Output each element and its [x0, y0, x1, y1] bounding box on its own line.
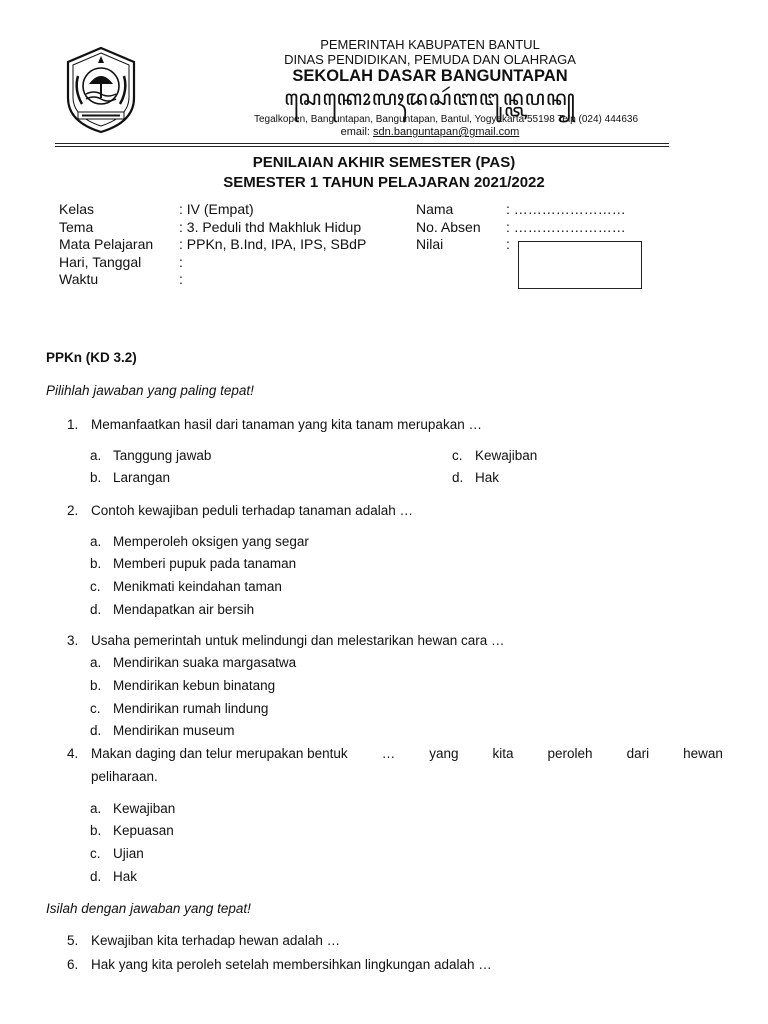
option-letter: a.: [90, 448, 102, 463]
option-text: Mendirikan suaka margasatwa: [113, 655, 297, 670]
bantul-seal-logo: [64, 46, 138, 134]
exam-subtitle: SEMESTER 1 TAHUN PELAJARAN 2021/2022: [223, 174, 545, 191]
section-title: PPKn (KD 3.2): [46, 350, 137, 365]
option-4c[interactable]: [90, 846, 144, 861]
question-4-word: hewan: [683, 746, 723, 761]
header-rule-thick: [55, 143, 669, 144]
info-value: :: [179, 253, 183, 270]
school-address: Tegalkopen, Banguntapan, Banguntapan, Bantul, Yogyakarta 55198 Telp (024) 444636: [253, 114, 639, 125]
option-letter: c.: [90, 701, 101, 716]
option-1a[interactable]: [90, 448, 211, 463]
question-number: 3.: [67, 633, 79, 648]
info-value: : 3. Peduli thd Makhluk Hidup: [179, 218, 362, 235]
option-1b[interactable]: [90, 470, 170, 485]
info-label: Nama: [416, 201, 454, 217]
option-letter: d.: [90, 869, 102, 884]
school-email-line: [190, 126, 670, 139]
question-text: Usaha pemerintah untuk melindungi dan melestarikan hewan cara …: [91, 633, 505, 648]
question-text: Makan daging dan telur merupakan bentuk: [91, 746, 348, 761]
info-label: Hari, Tanggal: [59, 253, 142, 270]
question-number: 4.: [67, 746, 79, 761]
option-text: Kewajiban: [475, 448, 538, 463]
option-letter: b.: [90, 678, 102, 693]
option-letter: c.: [90, 579, 101, 594]
question-4-word: …: [381, 746, 396, 761]
question-4-word: yang: [429, 746, 459, 761]
option-4b[interactable]: [90, 823, 174, 838]
option-text: Larangan: [113, 470, 171, 485]
option-3b[interactable]: [90, 678, 275, 693]
header-rule-thin: [55, 146, 669, 147]
info-value: : IV (Empat): [179, 201, 254, 217]
option-1d[interactable]: [452, 470, 499, 485]
question-text: Contoh kewajiban peduli terhadap tanaman adalah …: [91, 503, 413, 518]
option-letter: a.: [90, 801, 102, 816]
question-text: Hak yang kita peroleh setelah membersihkan lingkungan adalah …: [91, 957, 492, 972]
info-label: Mata Pelajaran: [59, 236, 154, 252]
option-letter: b.: [90, 470, 102, 485]
option-text: Mendirikan kebun binatang: [113, 678, 276, 693]
javanese-script-name: ꦱꦺꦏꦺꦴꦭꦃꦢꦱꦂꦧꦔꦸꦤ꧀ꦠꦥꦤ꧀: [284, 86, 576, 110]
option-letter: a.: [90, 655, 102, 670]
option-4d[interactable]: [90, 869, 137, 884]
option-letter: d.: [90, 723, 102, 738]
question-1: [67, 417, 482, 432]
option-3a[interactable]: [90, 655, 296, 670]
info-label: Nilai: [416, 236, 444, 252]
option-text: Hak: [475, 470, 500, 485]
option-text: Memberi pupuk pada tanaman: [113, 556, 297, 571]
question-number: 5.: [67, 933, 79, 948]
info-value: :: [179, 271, 183, 287]
option-letter: c.: [452, 448, 463, 463]
option-text: Mendirikan museum: [113, 723, 235, 738]
option-text: Tanggung jawab: [113, 448, 212, 463]
option-letter: c.: [90, 846, 101, 861]
option-3d[interactable]: [90, 723, 235, 738]
question-4-continuation: peliharaan.: [91, 769, 158, 784]
info-value: : PPKn, B.Ind, IPA, IPS, SBdP: [179, 236, 367, 252]
question-5: [67, 933, 340, 948]
question-4: [67, 746, 723, 761]
name-field[interactable]: : ……………………: [506, 201, 626, 217]
option-2a[interactable]: [90, 534, 309, 549]
instruction-essay: Isilah dengan jawaban yang tepat!: [46, 901, 251, 916]
option-letter: b.: [90, 556, 102, 571]
info-label: No. Absen: [416, 218, 481, 235]
option-text: Memperoleh oksigen yang segar: [113, 534, 309, 549]
exam-title: PENILAIAN AKHIR SEMESTER (PAS): [252, 154, 516, 171]
email-label: email:: [340, 126, 374, 138]
question-number: 2.: [67, 503, 79, 518]
question-2: [67, 503, 413, 518]
school-name: SEKOLAH DASAR BANGUNTAPAN: [292, 67, 568, 85]
question-text: Kewajiban kita terhadap hewan adalah …: [91, 933, 341, 948]
option-letter: d.: [452, 470, 464, 485]
question-4-word: peroleh: [547, 746, 593, 761]
option-3c[interactable]: [90, 701, 268, 716]
option-2d[interactable]: [90, 602, 254, 617]
department-name: DINAS PENDIDIKAN, PEMUDA DAN OLAHRAGA: [284, 52, 576, 67]
option-2b[interactable]: [90, 556, 296, 571]
question-text: Memanfaatkan hasil dari tanaman yang kita tanam merupakan …: [91, 417, 482, 432]
option-4a[interactable]: [90, 801, 175, 816]
absence-number-field[interactable]: : ……………………: [506, 218, 626, 235]
option-text: Kepuasan: [113, 823, 174, 838]
question-number: 1.: [67, 417, 79, 432]
option-text: Mendapatkan air bersih: [113, 602, 255, 617]
question-4-part: [67, 746, 348, 761]
question-number: 6.: [67, 957, 79, 972]
option-text: Ujian: [113, 846, 144, 861]
option-2c[interactable]: [90, 579, 282, 594]
option-text: Kewajiban: [113, 801, 176, 816]
question-4-word: kita: [492, 746, 514, 761]
option-letter: a.: [90, 534, 102, 549]
info-value: :: [506, 236, 510, 252]
info-label: Tema: [59, 218, 94, 235]
option-text: Menikmati keindahan taman: [113, 579, 282, 594]
score-box[interactable]: [518, 241, 642, 289]
info-label: Waktu: [59, 271, 99, 287]
option-letter: b.: [90, 823, 102, 838]
question-4-word: dari: [626, 746, 650, 761]
option-text: Mendirikan rumah lindung: [113, 701, 269, 716]
option-1c[interactable]: [452, 448, 537, 463]
letterhead: [190, 37, 670, 111]
info-label: Kelas: [59, 201, 95, 217]
question-6: [67, 957, 492, 972]
government-name: PEMERINTAH KABUPATEN BANTUL: [320, 37, 540, 52]
instruction-multiple-choice: Pilihlah jawaban yang paling tepat!: [46, 383, 254, 398]
option-letter: d.: [90, 602, 102, 617]
option-text: Hak: [113, 869, 138, 884]
question-3: [67, 633, 504, 648]
email-link[interactable]: sdn.banguntapan@gmail.com: [373, 126, 520, 138]
